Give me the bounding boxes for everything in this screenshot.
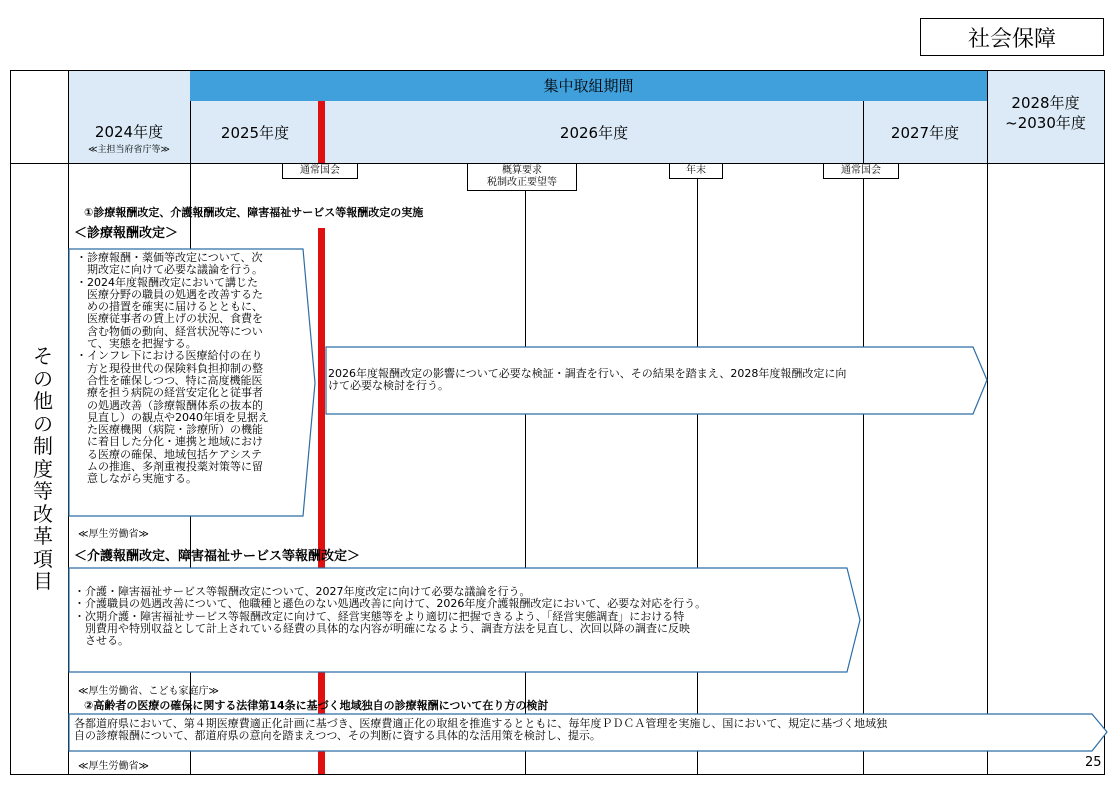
ministry-label-2: ≪厚生労働省、こども家庭庁≫ — [78, 686, 219, 697]
milestone-year-end: 年末 — [669, 163, 723, 179]
ministry-header-label: ≪主担当府省庁等≫ — [88, 145, 170, 155]
year-2028-cell — [987, 88, 1104, 138]
table-bottom-border — [10, 774, 1104, 775]
grid-line-left — [10, 70, 11, 775]
care-fee-subtitle: ＜介護報酬改定、障害福祉サービス等報酬改定＞ — [74, 549, 361, 564]
grid-line-2026-q1 — [525, 163, 526, 775]
regional-fee-text: 各都道府県において、第４期医療費適正化計画に基づき、医療費適正化の取組を推進するとともに、毎年度ＰＤＣＡ管理を実施し、国において、規定に基づく地域独 自の診療報酬について、都道府県の意向を踏まえつつ、その判断に資する具体的な活用策を検討し、提示。 — [74, 717, 888, 743]
year-2030-label: ~2030年度 — [1005, 114, 1086, 132]
grid-line-2027 — [987, 70, 988, 775]
year-2027-label: 2027年度 — [890, 123, 960, 142]
year-2026-label: 2026年度 — [559, 123, 629, 142]
side-label: その他の制度等改革項目 — [33, 344, 53, 593]
year-2024-cell — [68, 118, 190, 158]
grid-line-2026-end — [863, 101, 864, 775]
period-bar: 集中取組期間 — [190, 70, 987, 101]
section1-title: ①診療報酬改定、介護報酬改定、障害福祉サービス等報酬改定の実施 — [84, 206, 424, 219]
table-top-border — [10, 70, 1104, 71]
milestone-diet-1: 通常国会 — [282, 163, 358, 179]
medical-fee-subtitle: ＜診療報酬改定＞ — [74, 226, 179, 241]
category-tag: 社会保障 — [920, 18, 1104, 56]
medical-fee-arrow-text: 2026年度報酬改定の影響について必要な検証・調査を行い、その結果を踏まえ、2028年度報酬改定に向 けて必要な検討を行う。 — [328, 367, 847, 393]
section2-title: ②高齢者の医療の確保に関する法律第14条に基づく地域独自の診療報酬について在り方の検討 — [84, 699, 549, 712]
milestone-budget-request — [467, 163, 577, 191]
milestone-diet-2: 通常国会 — [823, 163, 899, 179]
milestone-budget-request-l1: 概算要求 — [502, 165, 542, 176]
ministry-label-3: ≪厚生労働省≫ — [78, 761, 149, 772]
year-2028-label: 2028年度 — [1011, 94, 1080, 112]
milestone-budget-request-l2: 税制改正要望等 — [487, 177, 557, 188]
current-time-line-top — [318, 101, 325, 163]
page-number: 25 — [1085, 755, 1102, 770]
care-fee-text: ・介護・障害福祉サービス等報酬改定について、2027年度改定に向けて必要な議論を行う。 ・介護職員の処遇改善について、他職種と遜色のない処遇改善に向けて、2026年度介護報酬改定において、必要な対応を行う。 ・次期介護・障害福祉サービス等報酬改定に向けて、経営実態等をより適切に把握できるよう、「経営実態調査」における特 別費用や特別収益として計上されている経費の具体的な内容が明確になるよう、調査方法を見直し、次回以降の調査に反映 させる。 — [74, 585, 707, 648]
year-2025-label: 2025年度 — [220, 123, 290, 142]
ministry-label-1: ≪厚生労働省≫ — [78, 529, 149, 540]
grid-line-2026-q2 — [697, 163, 698, 775]
current-time-line — [318, 228, 325, 774]
medical-fee-text: ・診療報酬・薬価等改定について、次 期改定に向けて必要な議論を行う。 ・2024年度報酬改定において講じた 医療分野の職員の処遇を改善するた めの措置を確実に届けるとともに、 医療従事者の賃上げの状況、食費を 含む物価の動向、経営状況等につい て、実態を把握する。 ・インフレ下における医療給付の在り 方と現役世代の保険料負担抑制の整 合性を確保しつつ、特に高度機能医 療を担う病院の経営安定化と従事者 の処遇改善（診療報酬体系の抜本的 見直し）の観点や2040年頃を見据え た医療機関（病院・診療所）の機能 に着目した分化・連携と地域におけ る医療の確保、地域包括ケアシステ ムの推進、多剤重複投薬対策等に留 意しながら実施する。 — [76, 251, 269, 486]
year-2024-label: 2024年度 — [94, 123, 164, 141]
grid-line-right — [1104, 70, 1105, 775]
